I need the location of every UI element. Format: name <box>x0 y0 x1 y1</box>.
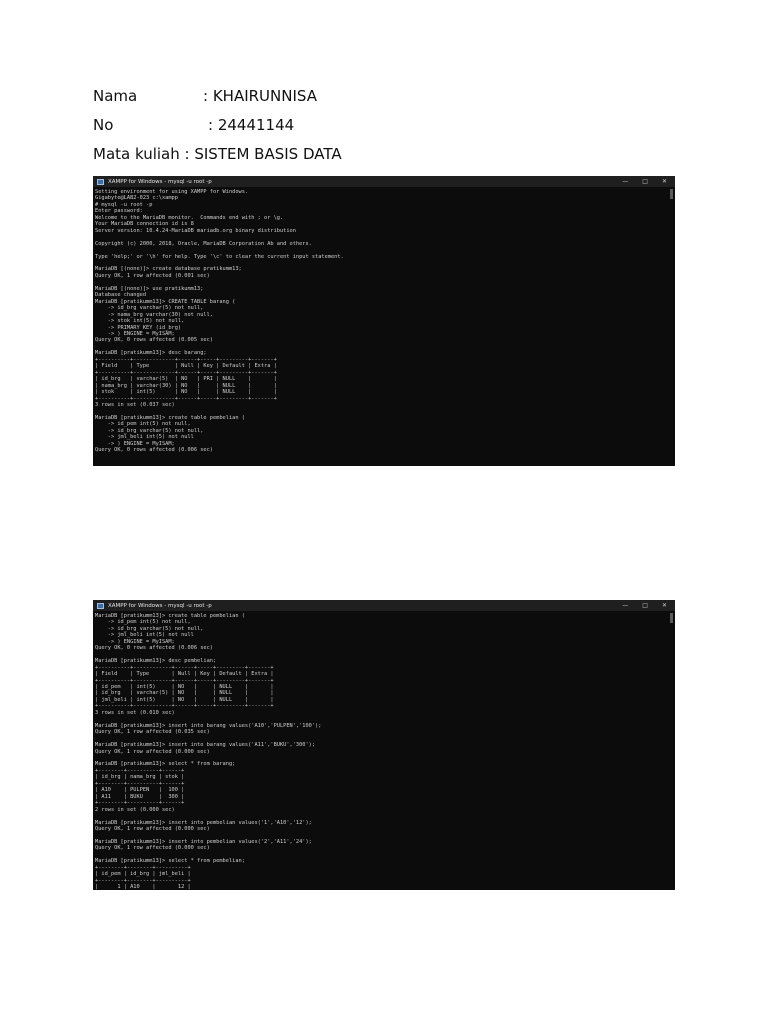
student-number-value: : 24441144 <box>208 116 295 134</box>
maximize-button[interactable]: □ <box>642 178 648 185</box>
course-row <box>93 145 342 163</box>
window-controls <box>622 600 667 611</box>
console-icon <box>97 179 104 185</box>
close-button[interactable]: ✕ <box>661 178 667 185</box>
close-button[interactable]: ✕ <box>661 602 667 609</box>
console-output: Setting environment for using XAMPP for Windows. Gigabyte@LAB2-023 c:\xampp # mysql -u root -p Enter password: Welcome to the MariaDB monitor. Commands end with ; or \g. Your MariaDB connection id is 8 Server version: 10.4.24-MariaDB mariadb.org binary distribution Copyright (c) 2000, 2018, Oracle, MariaDB Corporation Ab and others. Type 'help;' or '\h' for help. Type '\c' to clear the current input statement. MariaDB [(none)]> create database pratikumm13; Query OK, 1 row affected (0.001 sec) MariaDB [(none)]> use pratikumm13; Database changed MariaDB [pratikumm13]> CREATE TABLE barang ( -> id_brg varchar(5) not null, -> nama_brg varchar(30) not null, -> stok int(5) not null, -> PRIMARY KEY (id_brg) -> ) ENGINE = MyISAM; Query OK, 0 rows affected (0.005 sec) MariaDB [pratikumm13]> desc barang; +----------+-------------+------+-----+---------+-------+ | Field | Type | Null | Key | Default | Extra | +----------+-------------+------+-----+---------+-------+ | id_brg | varchar(5) | NO | PRI | NULL | | | nama_brg | varchar(30) | NO | | NULL | | | stok | int(5) | NO | | NULL | | +----------+-------------+------+-----+---------+-------+ 3 rows in set (0.037 sec) MariaDB [pratikumm13]> create table pembelian ( -> id_pem int(5) not null, -> id_brg varchar(5) not null, -> jml_beli int(5) not null -> ) ENGINE = MyISAM; Query OK, 0 rows affected (0.006 sec) <box>95 189 344 454</box>
student-name-row <box>93 87 317 105</box>
course-label: Mata kuliah <box>93 145 180 163</box>
course-value: : SISTEM BASIS DATA <box>184 145 342 163</box>
student-number-row <box>93 116 294 134</box>
scrollbar[interactable] <box>670 189 673 199</box>
terminal-screenshot-1 <box>93 176 675 466</box>
minimize-button[interactable]: — <box>622 602 629 609</box>
scrollbar[interactable] <box>670 613 673 623</box>
terminal-title: XAMPP for Windows - mysql -u root -p <box>108 178 212 185</box>
minimize-button[interactable]: — <box>622 178 629 185</box>
number-label: No <box>93 116 114 134</box>
name-label: Nama <box>93 87 138 105</box>
terminal-titlebar <box>93 176 675 187</box>
terminal-screenshot-2 <box>93 600 675 890</box>
console-icon <box>97 603 104 609</box>
terminal-title: XAMPP for Windows - mysql -u root -p <box>108 602 212 609</box>
maximize-button[interactable]: □ <box>642 602 648 609</box>
student-name-value: : KHAIRUNNISA <box>203 87 317 105</box>
terminal-titlebar <box>93 600 675 611</box>
console-output: MariaDB [pratikumm13]> create table pembelian ( -> id_pem int(5) not null, -> id_brg varchar(5) not null, -> jml_beli int(5) not null -> ) ENGINE = MyISAM; Query OK, 0 rows affected (0.006 sec) MariaDB [pratikumm13]> desc pembelian; +----------+------------+------+-----+---------+-------+ | Field | Type | Null | Key | Default | Extra | +----------+------------+------+-----+---------+-------+ | id_pem | int(5) | NO | | NULL | | | id_brg | varchar(5) | NO | | NULL | | | jml_beli | int(5) | NO | | NULL | | +----------+------------+------+-----+---------+-------+ 3 rows in set (0.010 sec) MariaDB [pratikumm13]> insert into barang values('A10','PULPEN','100'); Query OK, 1 row affected (0.035 sec) MariaDB [pratikumm13]> insert into barang values('A11','BUKU','300'); Query OK, 1 row affected (0.000 sec) MariaDB [pratikumm13]> select * from barang; +--------+----------+------+ | id_brg | nama_brg | stok | +--------+----------+------+ | A10 | PULPEN | 100 | | A11 | BUKU | 300 | +--------+----------+------+ 2 rows in set (0.000 sec) MariaDB [pratikumm13]> insert into pembelian values('1','A10','12'); Query OK, 1 row affected (0.000 sec) MariaDB [pratikumm13]> insert into pembelian values('2','A11','24'); Query OK, 1 row affected (0.000 sec) MariaDB [pratikumm13]> select * from pembelian; +--------+--------+----------+ | id_pem | id_brg | jml_beli | +--------+--------+----------+ | 1 | A10 | 12 | <box>95 613 322 890</box>
window-controls <box>622 176 667 187</box>
